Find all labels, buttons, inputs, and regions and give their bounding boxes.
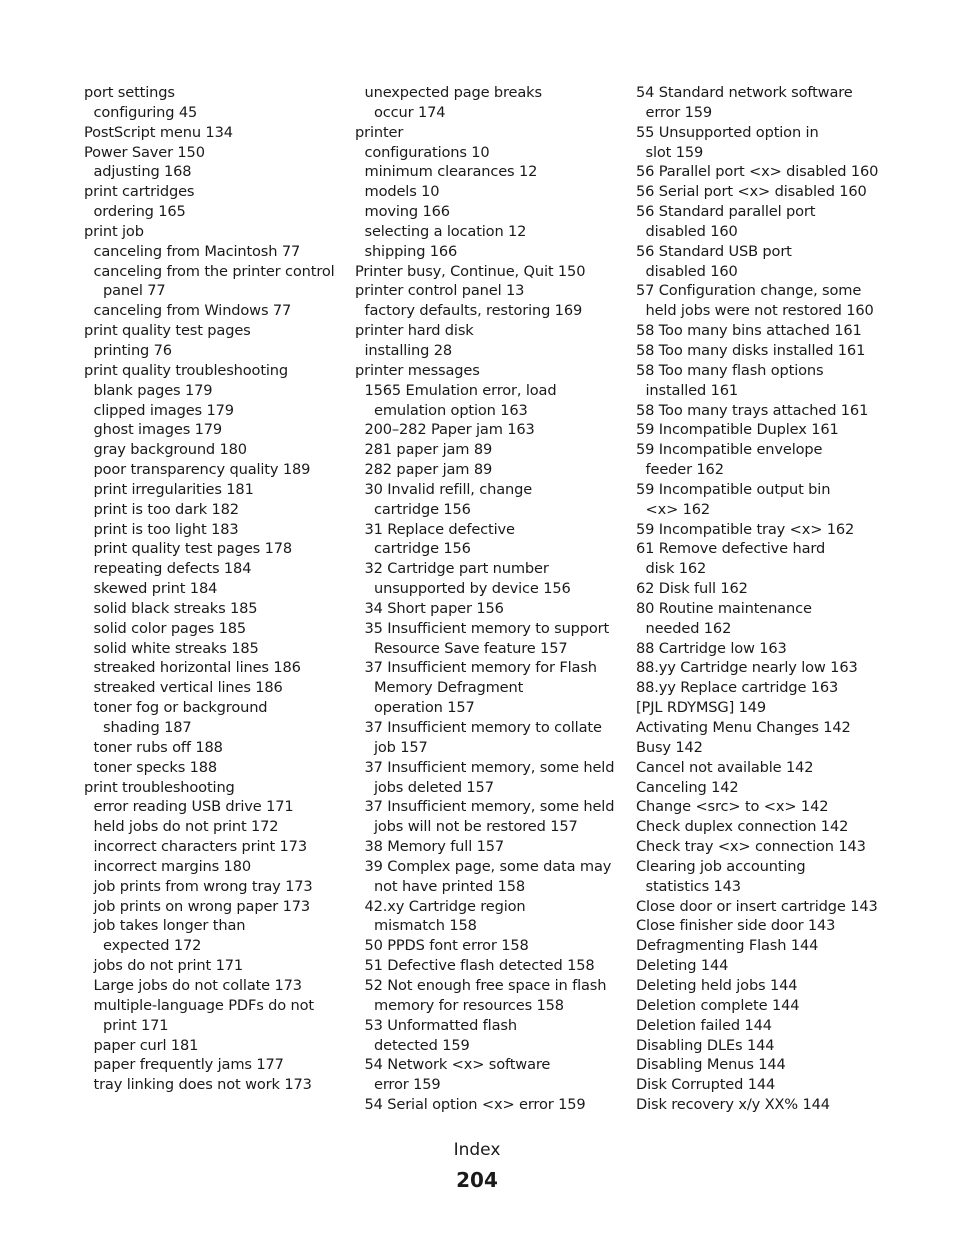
index-subentry: canceling from Windows 77 (93, 302, 292, 320)
index-subentry: 51 Defective flash detected 158 (364, 957, 595, 975)
index-entry: Change <src> to <x> 142 (636, 798, 829, 816)
index-column-3 (636, 83, 898, 1115)
index-entry: print cartridges (84, 183, 195, 201)
index-subentry: minimum clearances 12 (364, 163, 538, 181)
index-entry: Printer busy, Continue, Quit 150 (355, 262, 586, 280)
index-entry: Deletion complete 144 (636, 996, 800, 1014)
index-subentry: <x> 162 (645, 500, 711, 518)
index-entry: Power Saver 150 (84, 143, 205, 161)
index-subentry: repeating defects 184 (93, 560, 252, 578)
index-entry: 59 Incompatible Duplex 161 (636, 421, 839, 439)
index-entry: 56 Parallel port <x> disabled 160 (636, 163, 879, 181)
index-entry: Disabling Menus 144 (636, 1056, 786, 1074)
index-subentry: 34 Short paper 156 (364, 599, 504, 617)
index-entry: 58 Too many disks installed 161 (636, 341, 866, 359)
index-subentry: 30 Invalid refill, change (364, 480, 533, 498)
index-entry: Disk Corrupted 144 (636, 1076, 776, 1094)
index-subentry: models 10 (364, 183, 440, 201)
index-entry: Defragmenting Flash 144 (636, 937, 819, 955)
index-subentry: 39 Complex page, some data may (364, 857, 612, 875)
index-subentry: ghost images 179 (93, 421, 223, 439)
index-entry: 88.yy Cartridge nearly low 163 (636, 659, 858, 677)
index-entry: [PJL RDYMSG] 149 (636, 699, 767, 717)
index-subentry: moving 166 (364, 203, 450, 221)
index-subentry: 54 Serial option <x> error 159 (364, 1096, 586, 1114)
index-entry: PostScript menu 134 (84, 123, 233, 141)
index-entry: print job (84, 222, 144, 240)
index-subentry: canceling from the printer control (93, 262, 335, 280)
index-subentry: 37 Insufficient memory to collate (364, 719, 602, 736)
index-subentry: operation 157 (374, 699, 475, 717)
index-entry: 59 Incompatible output bin (636, 480, 831, 498)
index-column-2 (355, 83, 617, 1115)
index-subentry: job 157 (374, 738, 428, 756)
index-entry: printer (355, 123, 404, 141)
index-subentry: installed 161 (645, 381, 738, 399)
index-subentry: adjusting 168 (93, 163, 192, 181)
index-entry: 61 Remove defective hard (636, 540, 826, 558)
index-subentry: clipped images 179 (93, 401, 234, 419)
index-entry: 56 Serial port <x> disabled 160 (636, 183, 867, 201)
index-subentry: job takes longer than (93, 917, 246, 935)
index-subentry: 37 Insufficient memory, some held (364, 758, 615, 776)
index-subentry: shipping 166 (364, 242, 458, 260)
index-subentry: shading 187 (103, 719, 192, 736)
index-entry: 56 Standard parallel port (636, 203, 816, 221)
index-subentry: multiple-language PDFs do not (93, 996, 314, 1014)
index-entry: 59 Incompatible envelope (636, 441, 823, 459)
footer-section-label: Index (453, 1140, 501, 1160)
index-subentry: solid white streaks 185 (93, 639, 259, 657)
index-entry: 88.yy Replace cartridge 163 (636, 679, 839, 697)
index-subentry: unexpected page breaks (364, 84, 542, 101)
index-subentry: disk 162 (645, 560, 707, 578)
index-subentry: solid color pages 185 (93, 619, 247, 637)
index-entry: 80 Routine maintenance (636, 599, 812, 617)
index-subentry: canceling from Macintosh 77 (93, 242, 301, 260)
index-subentry: 32 Cartridge part number (364, 560, 549, 578)
index-subentry: 42.xy Cartridge region (364, 897, 526, 915)
index-entry: Close finisher side door 143 (636, 917, 836, 935)
index-subentry: detected 159 (374, 1036, 470, 1054)
index-entry: 58 Too many bins attached 161 (636, 322, 862, 340)
index-subentry: 52 Not enough free space in flash (364, 976, 607, 994)
index-subentry: feeder 162 (645, 461, 724, 479)
index-subentry: unsupported by device 156 (374, 580, 571, 598)
index-entry: 54 Standard network software (636, 84, 853, 101)
index-entry: Deleting 144 (636, 957, 729, 975)
index-subentry: 282 paper jam 89 (364, 461, 493, 479)
index-entry: Disabling DLEs 144 (636, 1036, 775, 1054)
index-subentry: needed 162 (645, 619, 732, 637)
index-subentry: not have printed 158 (374, 877, 526, 895)
index-entry: Busy 142 (636, 738, 703, 756)
index-subentry: skewed print 184 (93, 580, 218, 598)
index-entry: print quality test pages (84, 322, 251, 340)
index-subentry: statistics 143 (645, 877, 741, 895)
index-subentry: 50 PPDS font error 158 (364, 937, 529, 955)
index-subentry: poor transparency quality 189 (93, 461, 311, 479)
index-subentry: cartridge 156 (374, 500, 471, 518)
index-subentry: 38 Memory full 157 (364, 838, 504, 856)
index-subentry: toner fog or background (93, 699, 268, 717)
index-subentry: installing 28 (364, 341, 453, 359)
index-subentry: gray background 180 (93, 441, 247, 459)
index-entry: 58 Too many flash options (636, 361, 824, 379)
index-subentry: Large jobs do not collate 173 (93, 976, 302, 994)
index-entry: port settings (84, 84, 175, 101)
index-entry: 58 Too many trays attached 161 (636, 401, 869, 419)
index-subentry: jobs do not print 171 (93, 957, 243, 975)
index-subentry: Resource Save feature 157 (374, 639, 568, 657)
index-subentry: print quality test pages 178 (93, 540, 293, 558)
index-entry: 55 Unsupported option in (636, 123, 819, 141)
index-entry: Deletion failed 144 (636, 1016, 772, 1034)
index-subentry: paper frequently jams 177 (93, 1056, 284, 1074)
index-subentry: Memory Defragment (374, 679, 524, 697)
index-entry: Cancel not available 142 (636, 758, 814, 776)
index-subentry: 37 Insufficient memory, some held (364, 798, 615, 816)
index-subentry: job prints from wrong tray 173 (93, 877, 313, 895)
index-subentry: occur 174 (374, 103, 446, 121)
index-subentry: print is too light 183 (93, 520, 239, 538)
index-subentry: 35 Insufficient memory to support (364, 619, 610, 637)
index-subentry: jobs deleted 157 (374, 778, 494, 796)
index-subentry: error reading USB drive 171 (93, 798, 294, 816)
index-subentry: error 159 (374, 1076, 441, 1094)
index-subentry: incorrect margins 180 (93, 857, 251, 875)
index-subentry: print irregularities 181 (93, 480, 254, 498)
index-subentry: mismatch 158 (374, 917, 477, 935)
index-subentry: solid black streaks 185 (93, 599, 258, 617)
index-subentry: ordering 165 (93, 203, 186, 221)
index-subentry: disabled 160 (645, 222, 738, 240)
index-subentry: incorrect characters print 173 (93, 838, 307, 856)
index-column-1 (84, 83, 346, 1095)
index-subentry: 53 Unformatted flash (364, 1016, 517, 1034)
index-subentry: cartridge 156 (374, 540, 471, 558)
index-entry: print quality troubleshooting (84, 361, 289, 379)
index-entry: Clearing job accounting (636, 857, 806, 875)
index-entry: Disk recovery x/y XX% 144 (636, 1096, 830, 1114)
index-subentry: emulation option 163 (374, 401, 528, 419)
index-subentry: streaked horizontal lines 186 (93, 659, 301, 677)
index-subentry: 54 Network <x> software (364, 1056, 551, 1074)
index-subentry: tray linking does not work 173 (93, 1076, 312, 1094)
index-subentry: printing 76 (93, 341, 172, 359)
index-subentry: 1565 Emulation error, load (364, 381, 557, 399)
index-subentry: toner rubs off 188 (93, 738, 223, 756)
index-entry: Deleting held jobs 144 (636, 976, 798, 994)
index-entry: printer control panel 13 (355, 282, 525, 300)
index-entry: 62 Disk full 162 (636, 580, 748, 598)
index-subentry: blank pages 179 (93, 381, 213, 399)
index-subentry: configuring 45 (93, 103, 198, 121)
index-subentry: panel 77 (103, 282, 166, 300)
index-subentry: jobs will not be restored 157 (374, 818, 578, 836)
index-subentry: toner specks 188 (93, 758, 218, 776)
index-entry: 59 Incompatible tray <x> 162 (636, 520, 855, 538)
index-subentry: memory for resources 158 (374, 996, 564, 1014)
index-entry: Check tray <x> connection 143 (636, 838, 866, 856)
index-subentry: paper curl 181 (93, 1036, 199, 1054)
index-subentry: 281 paper jam 89 (364, 441, 493, 459)
index-subentry: selecting a location 12 (364, 222, 527, 240)
index-subentry: 200–282 Paper jam 163 (364, 421, 535, 439)
index-subentry: factory defaults, restoring 169 (364, 302, 583, 320)
index-subentry: streaked vertical lines 186 (93, 679, 283, 697)
index-entry: 88 Cartridge low 163 (636, 639, 787, 657)
index-entry: 57 Configuration change, some (636, 282, 862, 300)
index-subentry: slot 159 (645, 143, 704, 161)
index-entry: print troubleshooting (84, 778, 235, 796)
index-entry: 56 Standard USB port (636, 242, 792, 260)
index-subentry: 37 Insufficient memory for Flash (364, 659, 597, 677)
index-subentry: job prints on wrong paper 173 (93, 897, 311, 915)
index-entry: printer messages (355, 361, 480, 379)
index-subentry: configurations 10 (364, 143, 490, 161)
page-number: 204 (456, 1168, 498, 1192)
index-subentry: held jobs were not restored 160 (645, 302, 874, 320)
index-subentry: 31 Replace defective (364, 520, 515, 538)
index-subentry: expected 172 (103, 937, 202, 955)
index-subentry: error 159 (645, 103, 712, 121)
index-entry: Canceling 142 (636, 778, 739, 796)
index-entry: Activating Menu Changes 142 (636, 719, 851, 736)
index-subentry: disabled 160 (645, 262, 738, 280)
index-entry: Check duplex connection 142 (636, 818, 849, 836)
index-subentry: held jobs do not print 172 (93, 818, 279, 836)
index-subentry: print 171 (103, 1016, 169, 1034)
index-entry: printer hard disk (355, 322, 474, 340)
index-subentry: print is too dark 182 (93, 500, 239, 518)
index-entry: Close door or insert cartridge 143 (636, 897, 878, 915)
